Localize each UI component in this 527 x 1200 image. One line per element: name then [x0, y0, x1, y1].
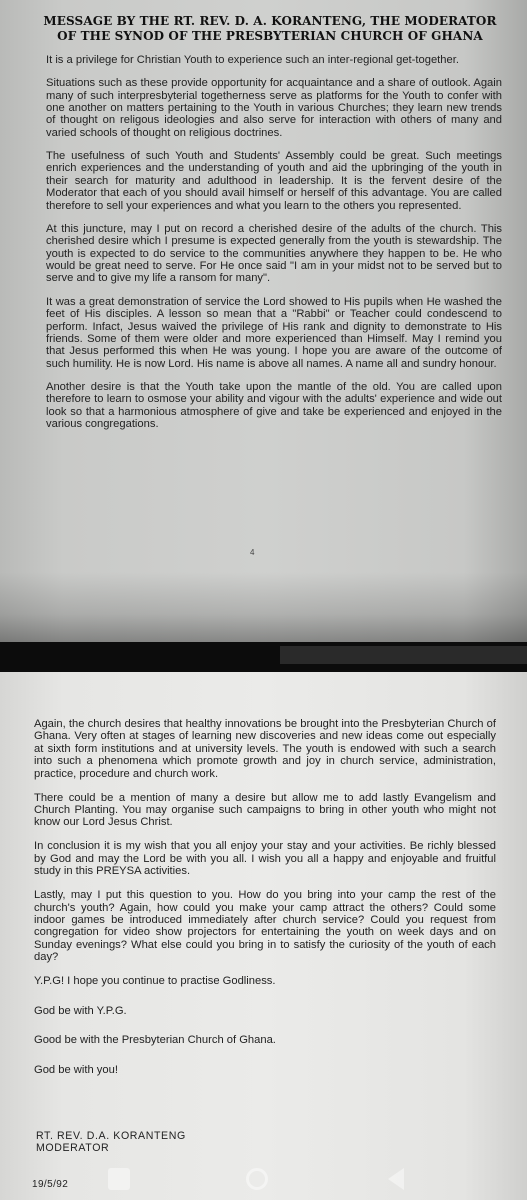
paragraph: Situations such as these provide opportunity for acquaintance and a share of outlook. Again many of such interpresbyterial togetherness serve as platforms for the Youth to confer with one another on matters pertaining to the Youth in various Churches; they learn new trends of thought on religous ideologies and also serve for interaction with others of many and varied schools of thought on religious doctrines. — [46, 77, 502, 139]
signature-name: RT. REV. D.A. KORANTENG — [36, 1130, 186, 1142]
closing-line: Good be with the Presbyterian Church of Ghana. — [34, 1034, 276, 1047]
back-icon[interactable] — [388, 1168, 404, 1190]
signature-title: MODERATOR — [36, 1142, 110, 1154]
signature-block — [36, 1130, 186, 1154]
paragraph: Again, the church desires that healthy innovations be brought into the Presbyterian Church of Ghana. Very often at stages of learning new discoveries and new ideas come out especially at sixth form institutions and at university levels. The youth is endowed with such a search into such a phenomena which promote growth and joy in church service, administration, practice, procedure and church work. — [34, 718, 496, 780]
paragraph: Another desire is that the Youth take upon the mantle of the old. You are called upon therefore to learn to osmose your ability and vigour with the adults' experience and wide out look so that a harmonious atmosphere of give and take be experienced and enjoyed in the various congregations. — [46, 380, 502, 431]
scan-edge — [280, 646, 527, 664]
page-number: 4 — [250, 548, 255, 557]
page-gap — [0, 642, 527, 672]
paragraph: In conclusion it is my wish that you all enjoy your stay and your activities. Be richly blessed by God and may the Lord be with you all. I wish you all a happy and enjoyable and fruitful study in this PREYSA activities. — [34, 840, 496, 878]
document-page-2 — [0, 672, 527, 1200]
paragraph: Lastly, may I put this question to you. How do you bring into your camp the rest of the church's youth? Again, how could you make your camp attract the others? Could some indoor games be introduced immediately after church service? Could you request from congregation for video show projectors for entertaining the youth on week days and on Sunday evenings? What else could you bring in to satisfy the curiosity of the youth of each day? — [34, 889, 496, 964]
closing-line: God be with Y.P.G. — [34, 1004, 127, 1017]
page2-body — [34, 718, 496, 1093]
paragraph: At this juncture, may I put on record a cherished desire of the adults of the church. This cherished desire which I presume is expected generally from the youth is stewardship. The youth is expected to do service to the communities anywhere they happen to be. He who would be great need to serve. For He once said "I am in your midst not to be served but to serve and to give my life a ransom for many". — [46, 222, 502, 285]
document-date: 19/5/92 — [32, 1179, 69, 1190]
recents-icon[interactable] — [108, 1168, 130, 1190]
document-title: MESSAGE BY THE RT. REV. D. A. KORANTENG, THE MODERATOR OF THE SYNOD OF THE PRESBYTERIAN CHURCH OF GHANA — [43, 14, 497, 43]
paragraph: There could be a mention of many a desire but allow me to add lastly Evangelism and Church Planting. You may organise such campaigns to bring in other youth who might not know our Lord Jesus Christ. — [34, 791, 496, 829]
paragraph: It was a great demonstration of service the Lord showed to His pupils when He washed the feet of His disciples. A lesson so mean that a "Rabbi" or Teacher could condescend to perform. Infact, Jesus waived the privilege of His rank and dignity to demonstrate to His friends. Some of them were older and more experienced than Himself. May I remind you that Jesus performed this when He was young. I hope you are aware of the outcome of such humility. He is now Lord. His name is above all names. A name all and sundry honour. — [46, 295, 502, 370]
closing-line: Y.P.G! I hope you continue to practise Godliness. — [34, 975, 276, 988]
paragraph: It is a privilege for Christian Youth to experience such an inter-regional get-together. — [46, 54, 459, 66]
system-nav-bar — [0, 1160, 527, 1200]
page1-body — [46, 54, 502, 441]
closing-line: God be with you! — [34, 1063, 118, 1076]
paragraph: The usefulness of such Youth and Students' Assembly could be great. Such meetings enrich experiences and the understanding of youth and aid the upbringing of the youth in their search for maturity and adulthood in leadership. It is the fervent desire of the Moderator that each of you should avail himself or herself of this advantage. You are called therefore to sell your experiences and what you learn to the others you represented. — [46, 150, 502, 212]
home-icon[interactable] — [246, 1168, 268, 1190]
